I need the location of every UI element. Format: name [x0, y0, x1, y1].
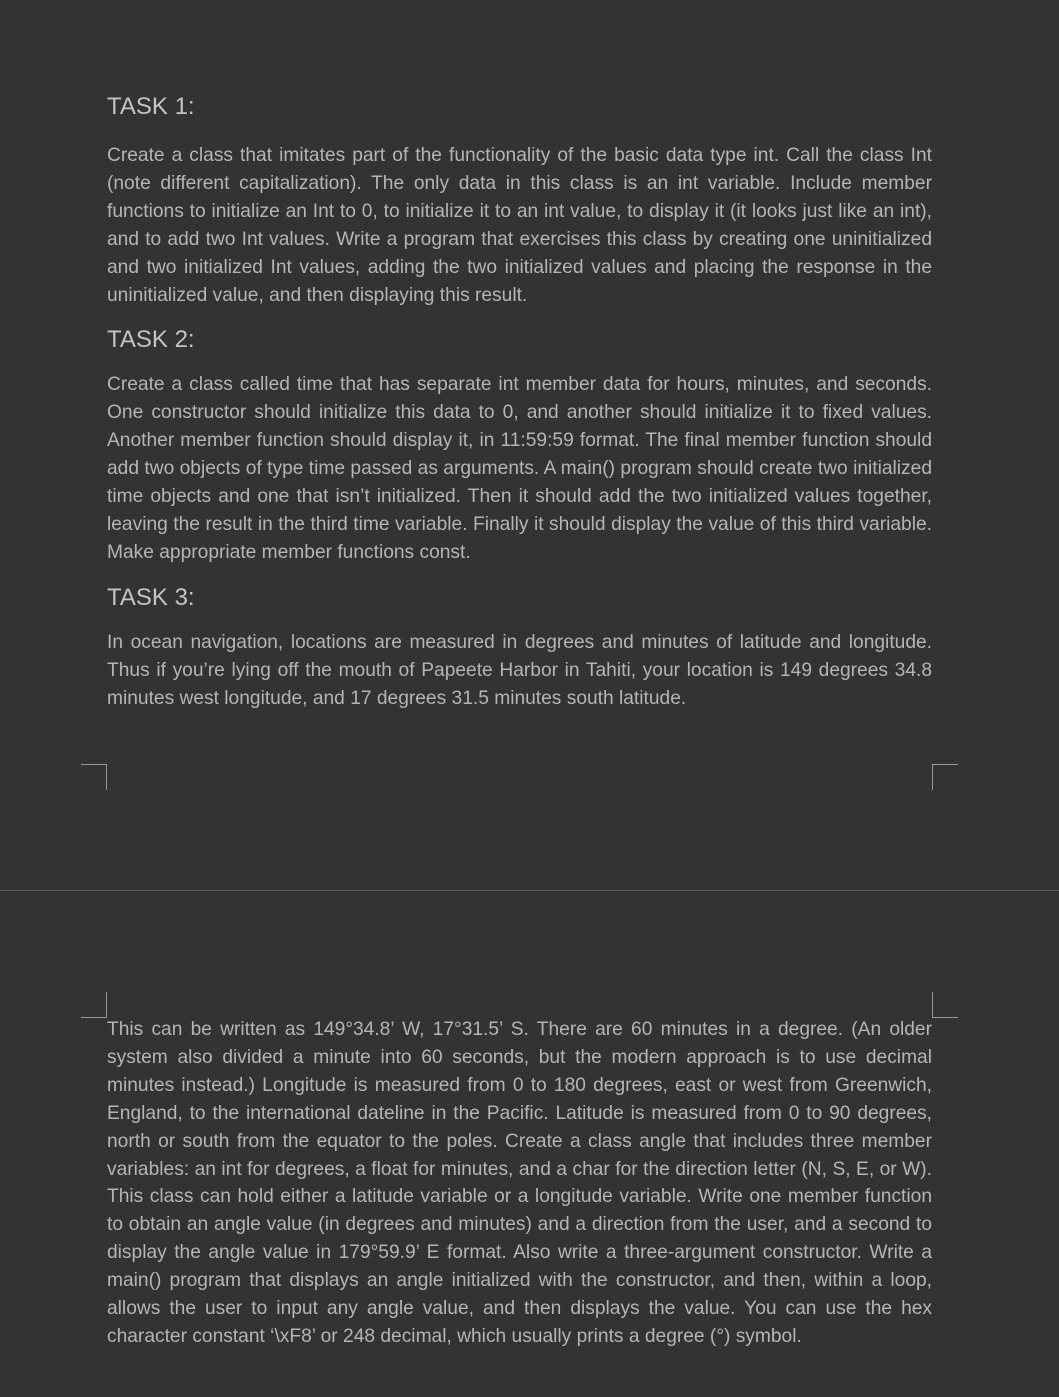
- crop-mark-bottom-left: [81, 764, 107, 790]
- task1-body: Create a class that imitates part of the functionality of the basic data type int. Call the class Int (note different capitalization). The only data in this class is an int variable. Include member functions to initialize an Int to 0, to initialize it to an int value, to display it (it looks just like an int), and to add two Int values. Write a program that exercises this class by creating one uninitialized and two initialized Int values, adding the two initialized values and placing the response in the uninitialized value, and then displaying this result.: [107, 145, 932, 306]
- crop-mark-bottom-right: [932, 764, 958, 790]
- task3-body: In ocean navigation, locations are measured in degrees and minutes of latitude and longitude. Thus if you’re lying off the mouth of Papeete Harbor in Tahiti, your location is 149 degrees 34.8 minutes west longitude, and 17 degrees 31.5 minutes south latitude.: [107, 631, 932, 709]
- crop-mark-top-left: [81, 992, 107, 1018]
- task3-body-continued: This can be written as 149°34.8’ W, 17°31.5’ S. There are 60 minutes in a degree. (An older system also divided a minute into 60 seconds, but the modern approach is to use decimal minutes instead.) Longitude is measured from 0 to 180 degrees, east or west from Greenwich, England, to the international dateline in the Pacific. Latitude is measured from 0 to 90 degrees, north or south from the equator to the poles. Create a class angle that includes three member variables: an int for degrees, a float for minutes, and a char for the direction letter (N, S, E, or W). This class can hold either a latitude variable or a longitude variable. Write one member function to obtain an angle value (in degrees and minutes) and a direction from the user, and a second to display the angle value in 179°59.9’ E format. Also write a three-argument constructor. Write a main() program that displays an angle initialized with the constructor, and then, within a loop, allows the user to input any angle value, and then displays the value. You can use the hex character constant ‘\xF8’ or 248 decimal, which usually prints a degree (°) symbol.: [107, 1019, 932, 1347]
- task3-heading: TASK 3:: [107, 583, 195, 611]
- crop-mark-top-right: [932, 992, 958, 1018]
- task2-heading: TASK 2:: [107, 326, 195, 354]
- document-page-2: [0, 891, 1059, 1397]
- page-2-content: [107, 1016, 932, 1351]
- task2-body: Create a class called time that has separate int member data for hours, minutes, and seconds. One constructor should initialize this data to 0, and another should initialize it to fixed values. Another member function should display it, in 11:59:59 format. The final member function should add two objects of type time passed as arguments. A main() program should create two initialized time objects and one that isn’t initialized. Then it should add the two initialized values together, leaving the result in the third time variable. Finally it should display the value of this third variable. Make appropriate member functions const.: [107, 374, 932, 563]
- page-1-content: [107, 92, 932, 713]
- task1-heading: TASK 1:: [107, 93, 195, 120]
